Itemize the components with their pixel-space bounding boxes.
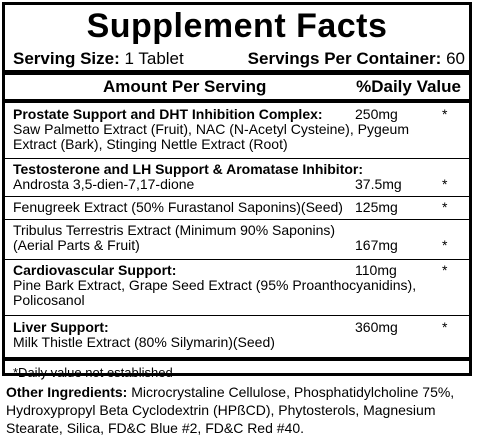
daily-value-star: * [442, 176, 448, 192]
ingredient-line: Policosanol [13, 292, 85, 308]
column-header [5, 75, 469, 99]
daily-value-star: * [442, 199, 448, 215]
daily-value-star: * [442, 237, 448, 253]
group-heading: Prostate Support and DHT Inhibition Complex: [13, 106, 323, 122]
serving-size-value: 1 Tablet [124, 49, 184, 68]
ingredient-line: Saw Palmetto Extract (Fruit), NAC (N-Acetyl Cysteine), Pygeum [13, 121, 409, 137]
servings-per-container-value: 60 [446, 49, 465, 68]
ingredient-group-prostate [13, 107, 468, 152]
ingredient-line: Androsta 3,5-dien-7,17-dione [13, 176, 195, 192]
daily-value-star: * [442, 262, 448, 278]
other-ingredients [6, 383, 476, 437]
thick-divider [5, 99, 469, 103]
other-ingredients-text: Microcrystaline Cellulose, Phosphatidylcholine 75%, Hydroxypropyl Beta Cyclodextrin (HPßCD), Phytosterols, Magnesium Stearate, Silica, FD&C Blue #2, FD&C Red #40. [6, 384, 455, 436]
daily-value-star: * [442, 319, 448, 335]
ingredient-tribulus [13, 223, 468, 253]
serving-info [13, 48, 465, 70]
ingredient-line: Fenugreek Extract (50% Furastanol Saponins)(Seed) [13, 199, 343, 215]
row-divider [5, 315, 469, 316]
daily-value-star: * [442, 106, 448, 122]
group-heading: Liver Support: [13, 319, 109, 335]
amount-value: 360mg [355, 319, 398, 335]
ingredient-line: Milk Thistle Extract (80% Silymarin)(Seed) [13, 334, 275, 350]
amount-value: 37.5mg [355, 176, 402, 192]
ingredient-group-cardiovascular [13, 263, 468, 308]
row-divider [5, 158, 469, 159]
amount-per-serving-header: Amount Per Serving [103, 77, 267, 96]
servings-per-container [248, 48, 465, 70]
other-ingredients-label: Other Ingredients: [6, 384, 128, 400]
ingredient-fenugreek [13, 200, 468, 215]
serving-size-label: Serving Size: [13, 49, 120, 68]
ingredient-line: Pine Bark Extract, Grape Seed Extract (95% Proanthocyanidins), [13, 277, 417, 293]
amount-value: 125mg [355, 199, 398, 215]
daily-value-header: %Daily Value [356, 77, 461, 96]
amount-value: 110mg [355, 262, 397, 278]
group-heading: Cardiovascular Support: [13, 262, 177, 278]
group-heading: Testosterone and LH Support & Aromatase Inhibitor: [13, 161, 364, 177]
servings-per-container-label: Servings Per Container: [247, 49, 442, 68]
ingredient-group-liver [13, 320, 468, 350]
ingredient-line: Extract (Bark), Stinging Nettle Extract (Root) [13, 136, 288, 152]
supplement-facts-panel [2, 2, 472, 380]
thick-divider [5, 357, 469, 361]
row-divider [5, 219, 469, 220]
ingredient-line: (Aerial Parts & Fruit) [13, 237, 140, 253]
serving-size [13, 48, 184, 70]
panel-title: Supplement Facts [86, 7, 388, 45]
amount-value: 250mg [355, 106, 398, 122]
ingredient-line: Tribulus Terrestris Extract (Minimum 90% Saponins) [13, 222, 336, 238]
amount-value: 167mg [355, 237, 398, 253]
footnote: *Daily value not established [13, 365, 173, 380]
row-divider [5, 196, 469, 197]
row-divider [5, 259, 469, 260]
